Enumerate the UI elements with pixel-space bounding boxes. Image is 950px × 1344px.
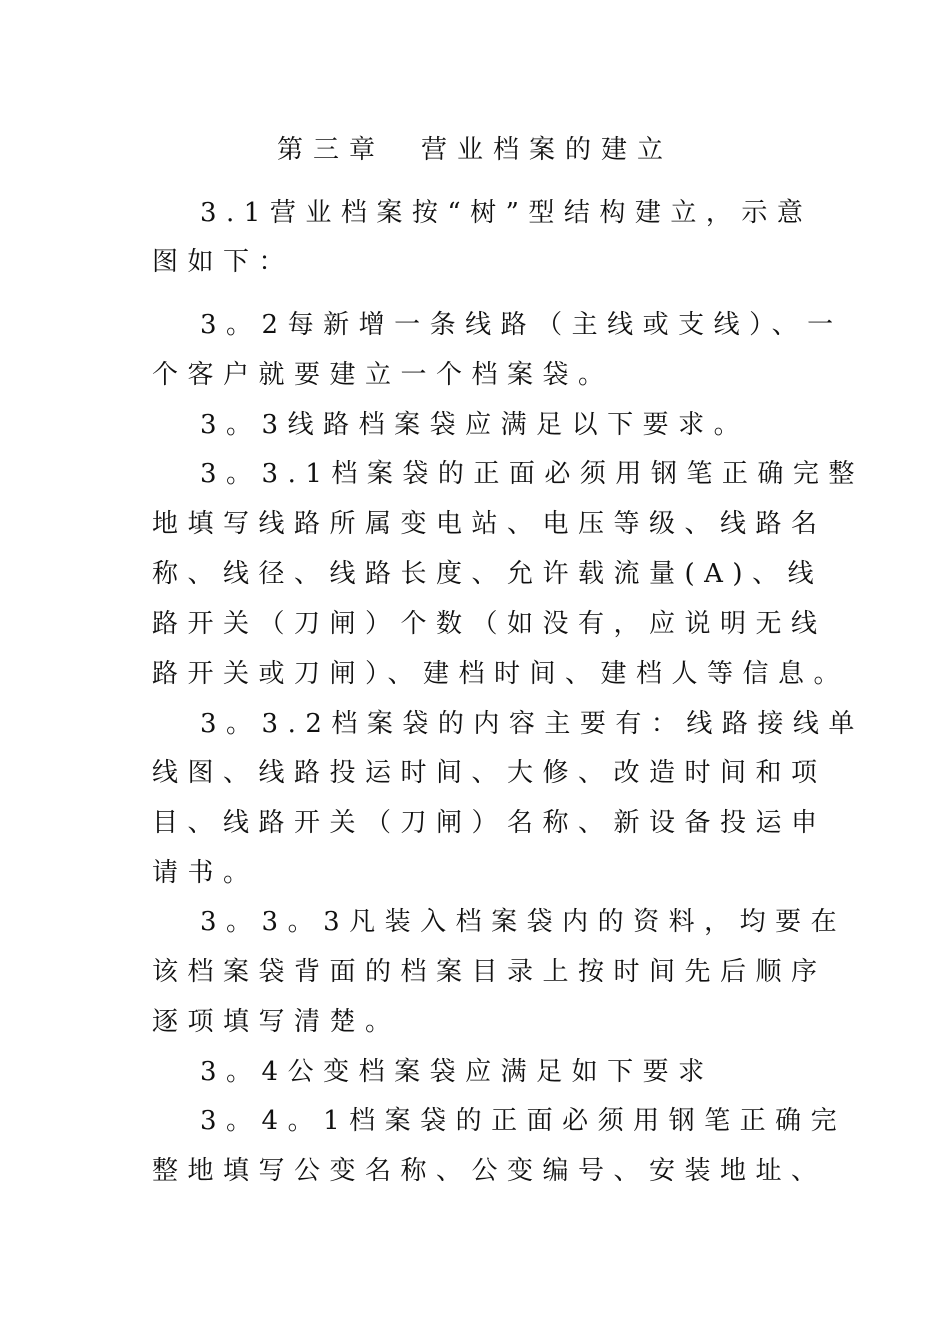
paragraph-line: 目、线路开关（刀闸）名称、新设备投运申 <box>152 808 827 838</box>
paragraph-line: 地填写线路所属变电站、电压等级、线路名 <box>152 509 827 539</box>
paragraph-line: 3。2每新增一条线路（主线或支线）、一 <box>200 310 843 340</box>
paragraph-line: 图如下： <box>152 247 295 277</box>
paragraph-line: 逐项填写清楚。 <box>152 1007 401 1037</box>
paragraph-line: 路开关（刀闸）个数（如没有，应说明无线 <box>152 609 827 639</box>
paragraph-line: 线图、线路投运时间、大修、改造时间和项 <box>152 758 827 788</box>
paragraph-line: 个客户就要建立一个档案袋。 <box>152 360 614 390</box>
paragraph-line: 路开关或刀闸）、建档时间、建档人等信息。 <box>152 659 850 689</box>
chapter-title: 第三章 营业档案的建立 <box>276 135 673 165</box>
paragraph-line: 3。3线路档案袋应满足以下要求。 <box>200 410 750 440</box>
paragraph-line: 该档案袋背面的档案目录上按时间先后顺序 <box>152 957 827 987</box>
paragraph-line: 3。3.1档案袋的正面必须用钢笔正确完整 <box>200 459 864 489</box>
paragraph-line: 请书。 <box>152 858 259 888</box>
paragraph-line: 3。4公变档案袋应满足如下要求 <box>200 1057 714 1087</box>
paragraph-line: 3.1营业档案按“树”型结构建立，示意 <box>200 198 813 228</box>
paragraph-line: 称、线径、线路长度、允许载流量(A)、线 <box>152 559 824 589</box>
paragraph-line: 3。4。1档案袋的正面必须用钢笔正确完 <box>200 1106 847 1136</box>
paragraph-line: 3。3.2档案袋的内容主要有：线路接线单 <box>200 709 864 739</box>
paragraph-line: 3。3。3凡装入档案袋内的资料，均要在 <box>200 907 847 937</box>
paragraph-line: 整地填写公变名称、公变编号、安装地址、 <box>152 1156 827 1186</box>
